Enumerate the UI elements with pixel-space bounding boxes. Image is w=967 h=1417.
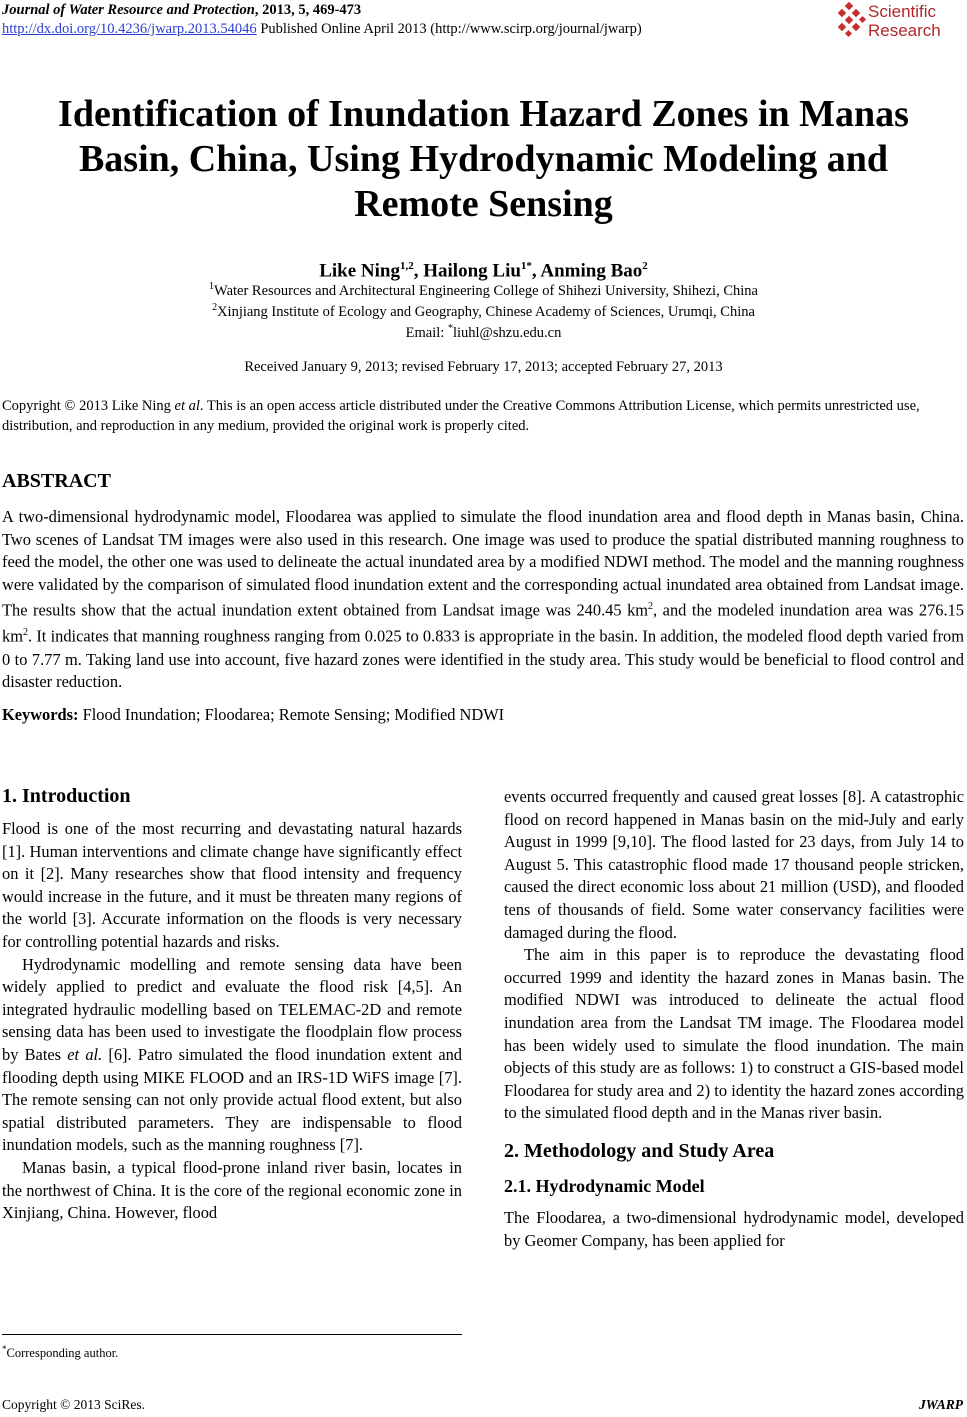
affil-text: Water Resources and Architectural Engineering College of Shihezi University, Shihezi, China — [214, 282, 758, 299]
author-separator: , — [531, 260, 541, 282]
abstract-text: . It indicates that manning roughness ranging from 0.025 to 0.833 is appropriate in the basin. In addition, the modeled flood depth varied from 0 to 7.77 m. Taking land use into account, five hazard zones were identified in the study area. This study would be beneficial to flood control and disaster reduction. — [2, 626, 964, 692]
author-affil-mark: 2 — [642, 260, 648, 272]
doi-line — [2, 21, 642, 38]
keywords-text: Flood Inundation; Floodarea; Remote Sensing; Modified NDWI — [78, 705, 505, 724]
logo-line-1: Scientific — [868, 2, 937, 21]
copyright-etal: et al — [174, 398, 200, 414]
footer-copyright: Copyright © 2013 SciRes. — [2, 1397, 146, 1412]
email-mark: * — [447, 323, 453, 334]
footer-journal-abbrev: JWARP — [918, 1397, 963, 1412]
title-line: Basin, China, Using Hydrodynamic Modeling and — [78, 138, 889, 180]
logo-line-2: Research — [868, 21, 941, 40]
left-column — [2, 784, 462, 1225]
affil-text: Xinjiang Institute of Ecology and Geography, Chinese Academy of Sciences, Urumqi, China — [217, 303, 755, 320]
author-affil-mark: 1* — [520, 260, 532, 272]
paragraph: The Floodarea, a two-dimensional hydrodynamic model, developed by Geomer Company, has been applied for — [504, 1207, 964, 1250]
keywords — [2, 705, 504, 725]
paragraph: Flood is one of the most recurring and devastating natural hazards [1]. Human interventions and climate change have significantly effect on it [2]. Many researches show that flood intensity and frequency would increase in the future, and it must be threaten many regions of the world [3]. Accurate information on the floods is very necessary for controlling potential hazards and risks. — [2, 819, 462, 951]
footnote-text: Corresponding author. — [6, 1346, 119, 1361]
author-name: Anming Bao — [540, 260, 643, 282]
logo-diamonds-icon — [833, 2, 867, 38]
paragraph-text: Hydrodynamic modelling and remote sensing data have been widely applied to predict and evaluate the flood risk [4,5]. An integrated hydraulic modelling based on TELEMAC-2D and remote sensing data has been used to investigate the floodplain flow process by Bates — [2, 954, 462, 1064]
copyright-text: . This is an open access article distributed under the Creative Commons Attribution License, which permits unrestricted use, distribution, and reproduction in any medium, provided the original work is properly cited. — [2, 398, 920, 434]
abstract-heading: ABSTRACT — [2, 470, 111, 492]
affil-mark: 1 — [209, 281, 215, 292]
journal-citation — [2, 2, 361, 19]
paragraph: events occurred frequently and caused great losses [8]. A catastrophic flood on record happened in Manas basin on the mid-July and early August in 1999 [9,10]. The flood lasted for 23 days, from July 14 to August 5. This catastrophic flood made 17 thousand people stricken, caused the direct economic loss about 21 million (USD), and flooded tens of thousands of field. Some water conservancy facilities were damaged during the flood. — [504, 787, 964, 942]
affiliation — [0, 299, 967, 321]
superscript: 2 — [648, 601, 654, 613]
doi-link[interactable]: http://dx.doi.org/10.4236/jwarp.2013.54046 — [2, 21, 257, 37]
email-line — [0, 320, 967, 342]
paragraph: The aim in this paper is to reproduce the devastating flood occurred 1999 and identity the hazard zones in Manas basin. The modified NDWI was introduced to delineate the actual flood inundation area from the Landsat TM image. The Floodarea model has been widely used to simulate the flood inundation. The main objects of this study are as follows: 1) to construct a GIS-based model Floodarea for study area and 2) to identity the hazard zones according to the simulated flood depth and in the Manas river basin. — [504, 945, 964, 1123]
affiliation — [0, 278, 967, 300]
right-column — [504, 786, 964, 1252]
author-separator: , — [413, 260, 424, 282]
paper-title — [20, 92, 947, 227]
paragraph: Manas basin, a typical flood-prone inland river basin, locates in the northwest of China. It is the core of the regional economic zone in Xinjiang, China. However, flood — [2, 1157, 462, 1223]
author-affil-mark: 1,2 — [400, 260, 414, 272]
copyright-text: Copyright © 2013 Like Ning — [2, 398, 175, 414]
received-dates: Received January 9, 2013; revised February 17, 2013; accepted February 27, 2013 — [244, 359, 723, 375]
superscript: 2 — [22, 627, 28, 639]
journal-name: Journal of Water Resource and Protection — [2, 2, 255, 18]
paragraph — [2, 954, 462, 1157]
subsection-heading-hydrodynamic-model: 2.1. Hydrodynamic Model — [504, 1175, 705, 1196]
published-online: Published Online April 2013 (http://www.scirp.org/journal/jwarp) — [256, 21, 642, 37]
section-heading-methodology: 2. Methodology and Study Area — [504, 1139, 775, 1162]
scientific-research-logo — [833, 2, 963, 40]
email-address[interactable]: liuhl@shzu.edu.cn — [452, 324, 562, 341]
title-line: Remote Sensing — [354, 183, 613, 225]
title-line: Identification of Inundation Hazard Zones in Manas — [58, 93, 909, 135]
email-label: Email: — [405, 324, 448, 341]
paragraph-text: [6]. Patro simulated the flood inundation extent and flooding depth using MIKE FLOOD and an IRS-1D WiFS image [7]. The remote sensing can not only provide actual flood extent, but also spatial distributed parameters. They are indispensable to flood inundation models, such as the manning roughness [7]. — [2, 1044, 462, 1155]
abstract-text: A two-dimensional hydrodynamic model, Floodarea was applied to simulate the flood inundation area and flood depth in Manas basin, China. Two scenes of Landsat TM images were also used in this research. One image was used to produce the spatial distributed manning roughness to feed the model, the other one was used to delineate the actual inundated area by a modified NDWI method. The model and the manning roughness were validated by the comparison of simulated flood inundation extent and the corresponding actual inundated area obtained from Landsat image. The results show that the actual inundation extent obtained from Landsat image was 240.45 km — [2, 507, 964, 620]
abstract-text: , and the modeled inundation area was 276.15 km — [2, 600, 964, 646]
section-heading-introduction: 1. Introduction — [2, 785, 131, 807]
footnote-mark: * — [2, 1344, 7, 1354]
affil-mark: 2 — [212, 302, 218, 313]
copyright-notice — [2, 396, 964, 436]
keywords-label: Keywords: — [2, 705, 79, 724]
author-name: Hailong Liu — [423, 260, 521, 282]
journal-volume: , 2013, 5, 469-473 — [254, 2, 362, 18]
paragraph-etal: et al. — [67, 1044, 103, 1064]
footnote — [2, 1341, 118, 1361]
footnote-divider — [2, 1334, 462, 1335]
author-name: Like Ning — [319, 260, 400, 282]
abstract-body — [2, 506, 964, 694]
